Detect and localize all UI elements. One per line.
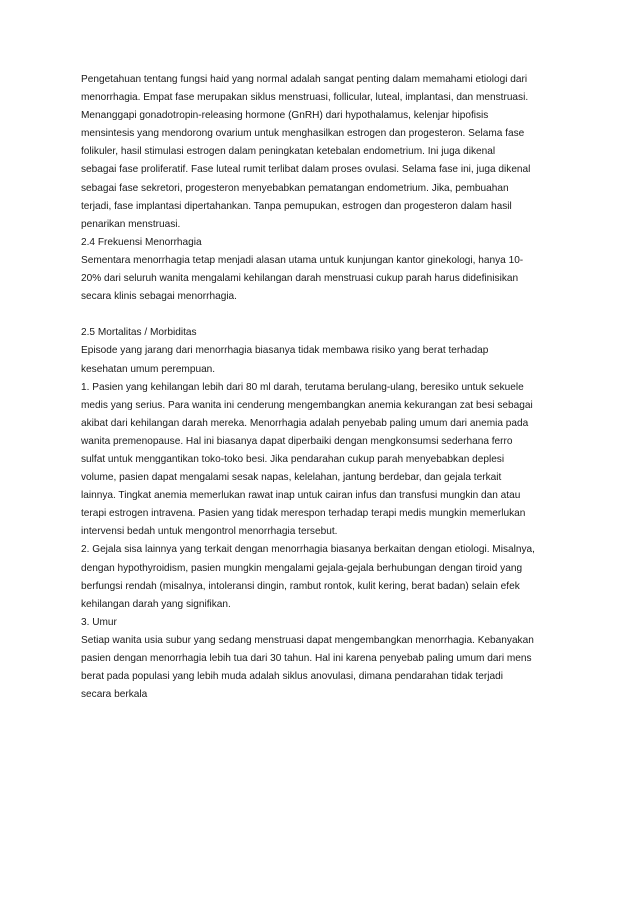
text-line: Setiap wanita usia subur yang sedang menstruasi dapat mengembangkan menorrhagia. Kebanyakan [81, 634, 534, 646]
text-line: Menanggapi gonadotropin-releasing hormone (GnRH) dari hypothalamus, kelenjar hipofisis [81, 110, 489, 122]
text-line: folikuler, hasil stimulasi estrogen dalam peningkatan ketebalan endometrium. Ini juga dikenal [81, 146, 496, 158]
paragraph [81, 71, 567, 234]
text-line: 2.4 Frekuensi Menorrhagia [81, 236, 202, 248]
text-line: 20% dari seluruh wanita mengalami kehilangan darah menstruasi cukup parah harus didefinisikan [81, 273, 519, 285]
text-line: Episode yang jarang dari menorrhagia biasanya tidak membawa risiko yang berat terhadap [81, 345, 489, 357]
text-line: intervensi bedah untuk mengontrol menorrhagia tersebut. [81, 526, 338, 538]
text-line: menorrhagia. Empat fase merupakan siklus menstruasi, follicular, luteal, implantasi, dan menstruasi. [81, 92, 529, 104]
paragraph [81, 234, 567, 306]
text-line: kehilangan darah yang signifikan. [81, 598, 231, 610]
text-line: 2. Gejala sisa lainnya yang terkait dengan menorrhagia biasanya berkaitan dengan etiologi. Misalnya, [81, 544, 535, 556]
text-line: dengan hypothyroidism, pasien mungkin mengalami gejala-gejala berhubungan dengan tiroid yang [81, 562, 523, 574]
text-line: terjadi, fase implantasi dipertahankan. Tanpa pemupukan, estrogen dan progesteron dalam hasil [81, 200, 512, 212]
text-line: pasien dengan menorrhagia lebih tua dari 30 tahun. Hal ini karena penyebab paling umum dari mens [81, 653, 532, 664]
text-line: sebagai fase proliferatif. Fase luteal rumit terlibat dalam proses ovulasi. Selama fase ini, juga dikenal [81, 164, 531, 176]
text-line: kesehatan umum perempuan. [81, 363, 216, 375]
blank-line [81, 306, 567, 324]
text-line: berfungsi rendah (misalnya, intoleransi dingin, rambut rontok, kulit kering, berat badan) selain efek [81, 580, 520, 592]
text-line: sulfat untuk menggantikan toko-toko besi. Jika pendarahan cukup parah menyebabkan deplesi [81, 453, 505, 465]
text-line: medis yang serius. Para wanita ini cenderung mengembangkan anemia kekurangan zat besi sebagai [81, 399, 533, 411]
text-line: penarikan menstruasi. [81, 218, 181, 230]
text-line: akibat dari kehilangan darah mereka. Menorrhagia adalah penyebab paling umum dari anemia pada [81, 417, 529, 429]
paragraph [81, 324, 567, 704]
text-line: secara klinis sebagai menorrhagia. [81, 291, 237, 303]
text-line: wanita premenopause. Hal ini biasanya dapat diperbaiki dengan mengkonsumsi sederhana ferro [81, 435, 513, 447]
text-line: Pengetahuan tentang fungsi haid yang normal adalah sangat penting dalam memahami etiologi dari [81, 74, 528, 85]
text-line: lainnya. Tingkat anemia memerlukan rawat inap untuk cairan infus dan transfusi mungkin dan atau [81, 490, 521, 502]
text-line: berat pada populasi yang lebih muda adalah siklus anovulasi, dimana pendarahan tidak terjadi [81, 671, 503, 683]
document-page [81, 71, 567, 704]
text-line: Sementara menorrhagia tetap menjadi alasan utama untuk kunjungan kantor ginekologi, hanya 10- [81, 254, 524, 266]
text-line: sebagai fase sekretori, progesteron menyebabkan pematangan endometrium. Jika, pembuahan [81, 182, 509, 194]
text-line: 1. Pasien yang kehilangan lebih dari 80 ml darah, terutama berulang-ulang, beresiko untuk sekuele [81, 381, 524, 393]
text-line: secara berkala [81, 689, 148, 701]
text-line: terapi estrogen intravena. Pasien yang tidak merespon terhadap terapi medis mungkin memerlukan [81, 508, 526, 520]
text-line: 2.5 Mortalitas / Morbiditas [81, 327, 197, 339]
text-line: mensintesis yang mendorong ovarium untuk menghasilkan estrogen dan progesteron. Selama fase [81, 128, 525, 140]
text-line: 3. Umur [81, 616, 117, 628]
text-line: volume, pasien dapat mengalami sesak napas, kelelahan, jantung berdebar, dan gejala terkait [81, 472, 502, 484]
